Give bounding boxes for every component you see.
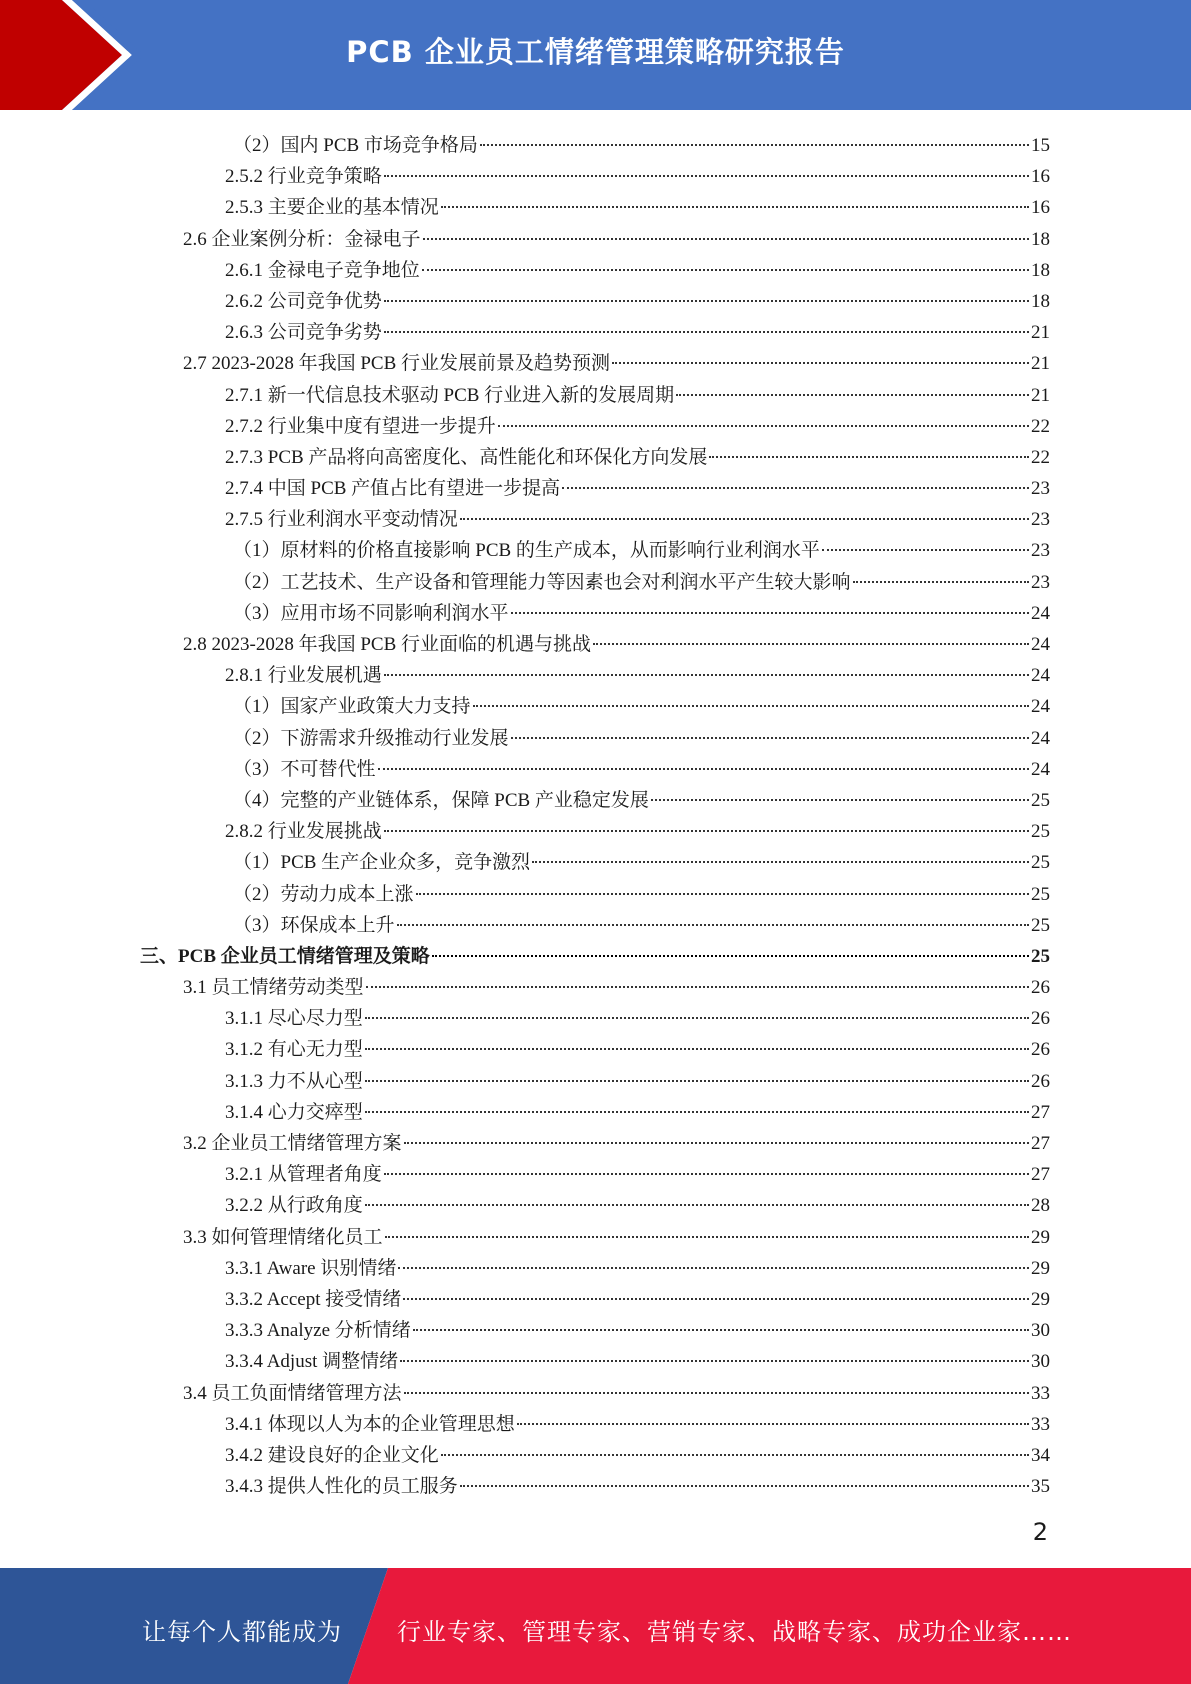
toc-dot-leader [511,612,1029,614]
toc-dot-leader [422,269,1029,271]
toc-entry-title: 3.4 员工负面情绪管理方法 [183,1382,402,1404]
toc-entry-title: （2）劳动力成本上涨 [233,883,414,905]
toc-entry[interactable] [140,1284,1050,1315]
toc-entry-title: 3.1.1 尽心尽力型 [225,1008,363,1030]
toc-entry[interactable] [140,348,1050,379]
toc-dot-leader [384,300,1029,302]
toc-entry[interactable] [140,1409,1050,1440]
toc-entry-page: 15 [1031,135,1050,156]
toc-dot-leader [365,1204,1029,1206]
toc-entry[interactable] [140,660,1050,691]
toc-dot-leader [651,799,1029,801]
toc-entry-page: 24 [1031,665,1050,687]
toc-entry-page: 29 [1031,1226,1050,1248]
toc-dot-leader [404,1392,1029,1394]
toc-dot-leader [473,705,1029,707]
toc-entry-page: 29 [1031,1288,1050,1310]
toc-entry-title: 3.3.4 Adjust 调整情绪 [225,1351,399,1373]
toc-entry-title: 2.7.2 行业集中度有望进一步提升 [225,415,496,437]
toc-dot-leader [398,1267,1029,1269]
toc-dot-leader [397,924,1029,926]
toc-entry[interactable] [140,941,1050,972]
toc-entry-title: 3.2 企业员工情绪管理方案 [183,1133,402,1154]
toc-entry-page: 27 [1031,1101,1050,1123]
toc-entry-page: 24 [1031,696,1050,718]
toc-dot-leader [511,737,1029,739]
toc-entry-page: 21 [1031,353,1050,375]
toc-entry[interactable] [140,1440,1050,1471]
toc-dot-leader [385,1236,1029,1238]
toc-entry[interactable] [140,1222,1050,1253]
report-title: PCB 企业员工情绪管理策略研究报告 [346,35,845,69]
toc-entry[interactable] [140,504,1050,535]
toc-entry[interactable] [140,224,1050,255]
toc-entry[interactable] [140,879,1050,910]
toc-entry-page: 18 [1031,228,1050,250]
toc-entry[interactable] [140,754,1050,785]
toc-entry[interactable] [140,130,1050,161]
toc-dot-leader [416,893,1029,895]
toc-entry-title: 2.7.1 新一代信息技术驱动 PCB 行业进入新的发展周期 [225,384,675,406]
toc-dot-leader [498,425,1029,427]
toc-entry-title: 3.1.4 心力交瘁型 [225,1101,363,1123]
toc-entry-title: 2.8.2 行业发展挑战 [225,821,382,843]
toc-entry-title: （4）完整的产业链体系，保障 PCB 产业稳定发展 [233,789,649,811]
toc-entry-page: 29 [1031,1257,1050,1279]
toc-entry-page: 25 [1031,883,1050,905]
report-header [0,0,1191,110]
toc-entry-page: 21 [1031,384,1050,406]
toc-entry[interactable] [140,816,1050,847]
toc-dot-leader [441,1454,1029,1456]
toc-entry-title: （1）原材料的价格直接影响 PCB 的生产成本，从而影响行业利润水平 [233,540,820,562]
toc-entry-page: 25 [1031,789,1050,811]
toc-entry-title: 3.4.3 提供人性化的员工服务 [225,1476,458,1498]
toc-dot-leader [365,1048,1029,1050]
toc-entry-page: 24 [1031,634,1050,655]
toc-entry-title: 3.3.1 Aware 识别情绪 [225,1257,397,1279]
toc-entry-title: （2）下游需求升级推动行业发展 [233,727,509,749]
toc-entry[interactable] [140,785,1050,816]
toc-entry-page: 16 [1031,166,1050,188]
toc-entry[interactable] [140,1346,1050,1377]
footer-slogan-right: 行业专家、管理专家、营销专家、战略专家、成功企业家…… [397,1618,1072,1646]
toc-entry-title: 2.7.3 PCB 产品将向高密度化、高性能化和环保化方向发展 [225,446,708,468]
toc-entry-title: 3.3.2 Accept 接受情绪 [225,1288,402,1310]
toc-entry-page: 27 [1031,1133,1050,1154]
toc-entry[interactable] [140,567,1050,598]
toc-dot-leader [404,1142,1029,1144]
toc-entry-title: （2）工艺技术、生产设备和管理能力等因素也会对利润水平产生较大影响 [233,571,851,593]
toc-entry-title: 2.8.1 行业发展机遇 [225,665,382,687]
toc-entry-title: （3）环保成本上升 [233,914,395,936]
toc-entry[interactable] [140,598,1050,629]
toc-dot-leader [366,986,1029,988]
toc-entry-title: （1）PCB 生产企业众多，竞争激烈 [233,852,531,874]
toc-entry-title: 3.3 如何管理情绪化员工 [183,1226,383,1248]
toc-dot-leader [384,175,1029,177]
toc-entry-title: 3.2.2 从行政角度 [225,1195,363,1217]
toc-entry-page: 30 [1031,1320,1050,1342]
toc-dot-leader [403,1298,1029,1300]
toc-dot-leader [365,1111,1029,1113]
toc-entry-title: 3.3.3 Analyze 分析情绪 [225,1320,411,1342]
toc-entry[interactable] [140,723,1050,754]
toc-dot-leader [400,1360,1029,1362]
toc-dot-leader [423,238,1029,240]
toc-entry-page: 24 [1031,758,1050,780]
toc-dot-leader [460,1485,1029,1487]
toc-entry-page: 23 [1031,478,1050,500]
toc-entry-page: 23 [1031,571,1050,593]
toc-entry[interactable] [140,1034,1050,1065]
toc-entry-title: 2.8 2023-2028 年我国 PCB 行业面临的机遇与挑战 [183,634,591,655]
toc-dot-leader [612,362,1029,364]
toc-dot-leader [853,581,1029,583]
toc-entry-title: 3.1.2 有心无力型 [225,1039,363,1061]
toc-entry-title: 3.4.2 建设良好的企业文化 [225,1444,439,1466]
toc-entry-page: 24 [1031,602,1050,624]
toc-entry[interactable] [140,910,1050,941]
toc-entry[interactable] [140,1066,1050,1097]
toc-entry-page: 25 [1031,821,1050,843]
toc-entry-page: 27 [1031,1164,1050,1186]
toc-dot-leader [562,487,1029,489]
toc-entry[interactable] [140,317,1050,348]
toc-dot-leader [441,206,1029,208]
toc-entry-page: 21 [1031,322,1050,344]
toc-entry-title: 3.2.1 从管理者角度 [225,1164,382,1186]
toc-entry[interactable] [140,380,1050,411]
toc-entry-title: 2.6 企业案例分析：金禄电子 [183,228,421,250]
toc-entry[interactable] [140,473,1050,504]
page-number: 2 [1032,1518,1048,1546]
toc-entry-title: 2.6.1 金禄电子竞争地位 [225,259,420,281]
toc-dot-leader [532,861,1029,863]
toc-entry[interactable] [140,161,1050,192]
toc-entry[interactable] [140,1097,1050,1128]
toc-entry[interactable] [140,847,1050,878]
toc-dot-leader [384,331,1029,333]
toc-dot-leader [365,1080,1029,1082]
toc-entry-title: 三、PCB 企业员工情绪管理及策略 [140,945,430,967]
toc-entry-title: 2.6.2 公司竞争优势 [225,290,382,312]
toc-dot-leader [384,830,1029,832]
toc-entry-page: 26 [1031,1008,1050,1030]
toc-dot-leader [822,549,1029,551]
toc-entry-page: 33 [1031,1413,1050,1435]
toc-entry-title: 3.1 员工情绪劳动类型 [183,977,364,999]
toc-entry-page: 18 [1031,259,1050,281]
toc-entry-title: 2.6.3 公司竞争劣势 [225,322,382,344]
toc-entry-title: 2.5.2 行业竞争策略 [225,166,382,188]
toc-dot-leader [709,456,1029,458]
toc-dot-leader [384,1173,1029,1175]
toc-entry-title: 3.4.1 体现以人为本的企业管理思想 [225,1413,515,1435]
toc-entry[interactable] [140,1471,1050,1502]
toc-entry[interactable] [140,1128,1050,1159]
footer-slogan-left: 让每个人都能成为 [142,1618,342,1646]
toc-entry-title: 2.7.5 行业利润水平变动情况 [225,509,458,531]
report-footer [0,1568,1191,1684]
toc-dot-leader [517,1423,1029,1425]
toc-entry[interactable] [140,1159,1050,1190]
toc-dot-leader [378,768,1029,770]
toc-dot-leader [384,674,1029,676]
toc-entry[interactable] [140,1003,1050,1034]
toc-entry-title: 2.7.4 中国 PCB 产值占比有望进一步提高 [225,478,561,500]
toc-entry-page: 30 [1031,1351,1050,1373]
toc-entry-page: 18 [1031,290,1050,312]
toc-entry-title: 2.7 2023-2028 年我国 PCB 行业发展前景及趋势预测 [183,353,610,375]
toc-entry-title: （1）国家产业政策大力支持 [233,696,471,718]
toc-entry-page: 26 [1031,977,1050,999]
toc-dot-leader [413,1329,1029,1331]
toc-entry-title: （3）不可替代性 [233,758,376,780]
table-of-contents [140,130,1050,1502]
toc-entry[interactable] [140,1253,1050,1284]
toc-entry-page: 23 [1031,509,1050,531]
toc-entry-page: 26 [1031,1039,1050,1061]
toc-entry[interactable] [140,1378,1050,1409]
toc-entry-page: 16 [1031,197,1050,219]
toc-dot-leader [593,643,1029,645]
toc-entry[interactable] [140,442,1050,473]
toc-entry[interactable] [140,691,1050,722]
toc-entry-page: 23 [1031,540,1050,562]
toc-dot-leader [480,144,1029,146]
toc-entry-page: 26 [1031,1070,1050,1092]
toc-entry[interactable] [140,255,1050,286]
toc-dot-leader [432,955,1029,957]
toc-entry[interactable] [140,286,1050,317]
toc-entry[interactable] [140,1315,1050,1346]
toc-entry[interactable] [140,192,1050,223]
toc-entry-page: 22 [1031,415,1050,437]
toc-dot-leader [365,1017,1029,1019]
toc-entry-title: 2.5.3 主要企业的基本情况 [225,197,439,219]
toc-entry-page: 25 [1031,914,1050,936]
toc-entry-page: 28 [1031,1195,1050,1217]
toc-entry[interactable] [140,1190,1050,1221]
toc-entry-page: 25 [1031,852,1050,874]
toc-entry-title: 3.1.3 力不从心型 [225,1070,363,1092]
toc-entry[interactable] [140,411,1050,442]
toc-entry[interactable] [140,535,1050,566]
toc-dot-leader [676,394,1029,396]
toc-entry-page: 35 [1031,1476,1050,1498]
toc-entry-page: 33 [1031,1382,1050,1404]
toc-entry-page: 25 [1031,945,1050,967]
toc-entry-page: 24 [1031,727,1050,749]
toc-entry-page: 22 [1031,446,1050,468]
toc-dot-leader [460,518,1029,520]
toc-entry[interactable] [140,972,1050,1003]
toc-entry-page: 34 [1031,1444,1050,1466]
toc-entry-title: （3）应用市场不同影响利润水平 [233,602,509,624]
toc-entry[interactable] [140,629,1050,660]
toc-entry-title: （2）国内 PCB 市场竞争格局 [233,135,478,156]
